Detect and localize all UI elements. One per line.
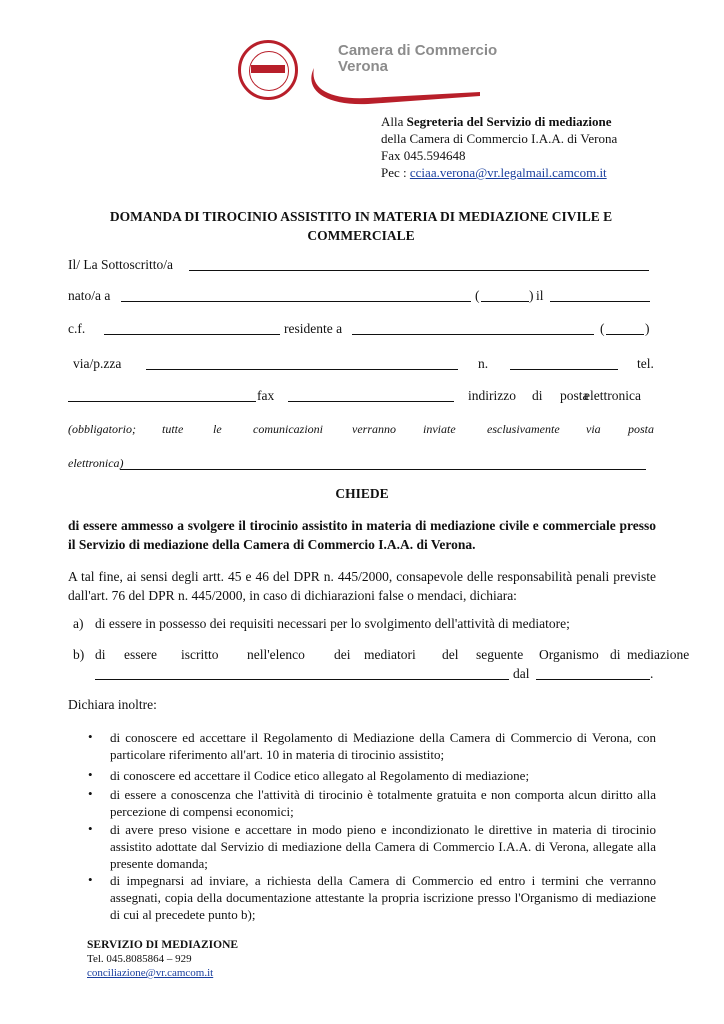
title-line-1: DOMANDA DI TIROCINIO ASSISTITO IN MATERIA DI MEDIAZIONE CIVILE E bbox=[109, 209, 613, 224]
bullet-dot: • bbox=[88, 872, 93, 887]
field-street[interactable] bbox=[146, 369, 458, 370]
point-a-text: di essere in possesso dei requisiti necessari per lo svolgimento dell'attività di mediatore; bbox=[95, 616, 570, 631]
label-residente: residente a bbox=[284, 321, 343, 336]
intro-text: A tal fine, ai sensi degli artt. 45 e 46 del DPR n. 445/2000, consapevole delle responsabilità penali previste dall'art. 76 del DPR n. 445/2000, in caso di dichiarazioni false o mendaci, dichiara: bbox=[68, 569, 656, 603]
bullet-dot: • bbox=[88, 767, 93, 782]
point-a-marker: a) bbox=[73, 616, 84, 631]
field-residence-province[interactable] bbox=[606, 334, 644, 335]
label-nato: nato/a a bbox=[68, 288, 111, 303]
field-dal-date[interactable] bbox=[536, 679, 650, 680]
label-via: via/p.zza bbox=[73, 356, 122, 371]
footer-tel: Tel. 045.8085864 – 929 bbox=[87, 953, 192, 965]
logo-line-2: Verona bbox=[338, 58, 389, 75]
field-sottoscritto[interactable] bbox=[189, 270, 649, 271]
recipient-address bbox=[381, 113, 617, 181]
point-b-word: dei bbox=[334, 647, 351, 662]
bullet-dot: • bbox=[88, 821, 93, 836]
bullet-dot: • bbox=[88, 729, 93, 744]
footer bbox=[87, 938, 238, 980]
section-chiede: CHIEDE bbox=[335, 486, 389, 501]
field-fax[interactable] bbox=[288, 401, 454, 402]
field-organismo[interactable] bbox=[95, 679, 509, 680]
note-word: (obbligatorio; bbox=[68, 422, 136, 436]
address-prefix: Alla bbox=[381, 114, 407, 129]
title-line-2: COMMERCIALE bbox=[307, 228, 415, 243]
label-number: n. bbox=[478, 356, 489, 371]
field-birth-province[interactable] bbox=[481, 301, 529, 302]
field-phone[interactable] bbox=[68, 401, 256, 402]
label-fax: fax bbox=[257, 388, 275, 403]
bullet-dot: • bbox=[88, 786, 93, 801]
point-b-word: essere bbox=[124, 647, 157, 662]
point-b-word: nell'elenco bbox=[247, 647, 305, 662]
address-recipient: Segreteria del Servizio di mediazione bbox=[406, 114, 612, 129]
point-b-word: mediazione bbox=[627, 647, 690, 662]
bullet-item: di impegnarsi ad inviare, a richiesta della Camera di Commercio ed entro i termini che verranno assegnati, copia della documentazione attestante la propria iscrizione presso l'Organismo di mediazione di cui al precedete punto b); bbox=[110, 873, 656, 922]
bullet-item: di conoscere ed accettare il Regolamento di Mediazione della Camera di Commercio di Verona, con particolare riferimento all'art. 10 in materia di tirocinio assistito; bbox=[110, 730, 656, 762]
point-b-word: seguente bbox=[476, 647, 524, 662]
field-email[interactable] bbox=[120, 469, 646, 470]
bullet-item: di essere a conoscenza che l'attività di tirocinio è totalmente gratuita e non comporta alcun diritto alla percezione di compensi economici; bbox=[110, 787, 656, 819]
point-b-word: mediatori bbox=[364, 647, 416, 662]
address-line-2: della Camera di Commercio I.A.A. di Verona bbox=[381, 131, 618, 146]
label-il: il bbox=[536, 288, 544, 303]
point-b-word: del bbox=[442, 647, 459, 662]
label-cf: c.f. bbox=[68, 321, 86, 336]
label-tel: tel. bbox=[637, 356, 654, 371]
footer-title: SERVIZIO DI MEDIAZIONE bbox=[87, 939, 239, 951]
paren-close: ) bbox=[529, 288, 534, 303]
paren-open-2: ( bbox=[600, 321, 605, 336]
bullet-item: di avere preso visione e accettare in modo pieno e incondizionato le direttive in materia di tirocinio assistito adottate dal Servizio di mediazione della Camera di Commercio I.A.A. di Verona, allegate alla presente domanda; bbox=[110, 822, 656, 871]
point-b-end: . bbox=[650, 666, 654, 681]
note-word: tutte bbox=[162, 422, 184, 436]
field-birthplace[interactable] bbox=[121, 301, 471, 302]
label-sottoscritto: Il/ La Sottoscritto/a bbox=[68, 257, 173, 272]
logo-text bbox=[338, 43, 497, 75]
note-word: le bbox=[213, 422, 222, 436]
point-b-word: iscritto bbox=[181, 647, 219, 662]
label-email-word: indirizzo bbox=[468, 388, 516, 403]
note-word: esclusivamente bbox=[487, 422, 560, 436]
label-email-word: elettronica bbox=[584, 388, 641, 403]
bullet-item: di conoscere ed accettare il Codice etico allegato al Regolamento di mediazione; bbox=[110, 768, 530, 783]
address-fax: Fax 045.594648 bbox=[381, 148, 466, 163]
label-email-word: posta bbox=[560, 388, 589, 403]
pec-label: Pec : bbox=[381, 165, 410, 180]
note-word: comunicazioni bbox=[253, 422, 323, 436]
note-word: inviate bbox=[423, 422, 456, 436]
chamber-seal-logo bbox=[238, 40, 298, 100]
point-b-marker: b) bbox=[73, 647, 85, 662]
note-word: posta bbox=[628, 422, 655, 436]
pec-email-link[interactable]: cciaa.verona@vr.legalmail.camcom.it bbox=[409, 165, 607, 180]
field-residence[interactable] bbox=[352, 334, 594, 335]
note-word: verranno bbox=[352, 422, 396, 436]
paren-open: ( bbox=[475, 288, 480, 303]
note-word: via bbox=[586, 422, 601, 436]
document-title bbox=[76, 207, 646, 245]
logo-line-1: Camera di Commercio bbox=[338, 42, 498, 59]
field-street-number[interactable] bbox=[510, 369, 618, 370]
field-codice-fiscale[interactable] bbox=[104, 334, 280, 335]
label-email-word: di bbox=[532, 388, 543, 403]
label-dal: dal bbox=[513, 666, 530, 681]
point-b-word: Organismo bbox=[539, 647, 599, 662]
dichiara-inoltre: Dichiara inoltre: bbox=[68, 697, 157, 712]
footer-email-link[interactable]: conciliazione@vr.camcom.it bbox=[87, 967, 214, 979]
point-b-word: di bbox=[610, 647, 621, 662]
point-b-word: di bbox=[95, 647, 106, 662]
request-text: di essere ammesso a svolgere il tirocinio assistito in materia di mediazione civile e commerciale presso il Servizio di mediazione della Camera di Commercio I.A.A. di Verona. bbox=[68, 518, 656, 552]
field-birthdate[interactable] bbox=[550, 301, 650, 302]
note-end: elettronica) bbox=[68, 456, 124, 470]
paren-close-2: ) bbox=[645, 321, 650, 336]
